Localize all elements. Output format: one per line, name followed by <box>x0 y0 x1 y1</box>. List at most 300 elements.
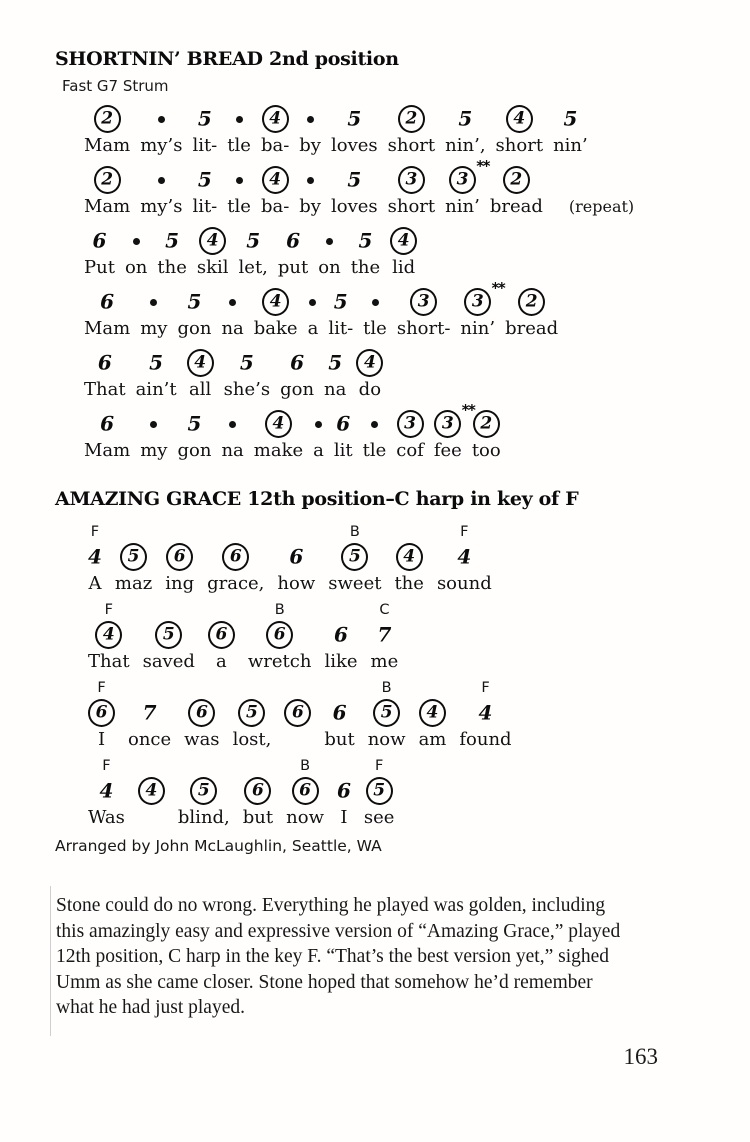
chord-label <box>430 679 435 698</box>
lyric-syllable: ain’t <box>135 379 177 400</box>
hole-number: 5 <box>187 411 202 436</box>
note <box>188 698 215 728</box>
tab-cell <box>277 523 315 595</box>
blow-note <box>98 351 112 375</box>
blow-note <box>458 107 472 131</box>
hole-number: 4 <box>269 108 282 129</box>
tab-cell <box>390 226 417 279</box>
note <box>333 698 347 728</box>
dot-icon <box>307 116 314 123</box>
blow-note <box>289 545 303 569</box>
note <box>94 165 121 195</box>
tab-line <box>84 401 750 462</box>
tab-line <box>84 104 750 157</box>
rest-dot <box>236 177 243 184</box>
draw-note-circled <box>518 288 545 316</box>
hole-number: 7 <box>377 622 392 647</box>
tab-cell <box>178 757 230 829</box>
chord-label: C <box>379 602 390 618</box>
chord-label: F <box>375 758 384 774</box>
lyric-syllable: lid <box>392 257 416 278</box>
hole-number: 5 <box>197 106 212 131</box>
note <box>292 776 319 806</box>
tab-cell <box>208 601 235 673</box>
song-amazing-grace <box>0 488 750 855</box>
hole-number: 5 <box>162 624 175 645</box>
paragraph-line: this amazingly easy and expressive version of “Amazing Grace,” played <box>56 920 621 942</box>
dot-icon <box>236 116 243 123</box>
lyric-syllable: my’s <box>140 135 183 156</box>
rest-dot <box>315 421 322 428</box>
repeat-annotation: (repeat) <box>568 197 635 216</box>
blow-note <box>246 229 260 253</box>
note-circle <box>95 621 122 649</box>
tab-cell <box>143 601 195 673</box>
chord-label <box>202 757 207 776</box>
note-circle <box>262 105 289 133</box>
tab-cell <box>140 287 167 340</box>
lyric-syllable: ba- <box>260 196 290 217</box>
lyric-syllable: That <box>84 379 126 400</box>
dot-icon <box>150 421 157 428</box>
tab-cell <box>445 157 489 218</box>
note-circle <box>262 166 289 194</box>
note-circle <box>266 621 293 649</box>
rest-dot <box>309 299 316 306</box>
note <box>289 542 303 572</box>
note-circle <box>238 699 265 727</box>
note-circle <box>434 410 461 438</box>
blow-note <box>93 229 107 253</box>
hole-number: 5 <box>458 106 473 131</box>
tab-cell <box>396 409 424 462</box>
note-circle <box>199 227 226 255</box>
note-circle <box>120 543 147 571</box>
chord-label <box>219 601 224 620</box>
tab-cell <box>299 104 321 157</box>
lyric-syllable: ing <box>165 573 195 594</box>
note <box>138 776 165 806</box>
hole-number: 6 <box>100 411 115 436</box>
tab-cell <box>286 757 324 829</box>
rest-dot <box>133 238 140 245</box>
lyric-syllable: put <box>277 257 309 278</box>
note <box>398 104 425 134</box>
lyric-syllable: gon <box>280 379 315 400</box>
rest-dot <box>150 421 157 428</box>
tab-line <box>84 279 750 340</box>
hole-number: 5 <box>197 780 210 801</box>
lyric-syllable: nin’ <box>460 318 496 339</box>
note-circle <box>366 777 393 805</box>
hole-number: 5 <box>347 167 362 192</box>
note <box>187 348 214 378</box>
draw-note-circled <box>396 543 423 571</box>
dot-icon <box>371 421 378 428</box>
draw-note-circled <box>265 410 292 438</box>
note <box>328 348 342 378</box>
note-circle <box>88 699 115 727</box>
note-circle <box>449 166 476 194</box>
tab-cell <box>419 679 447 751</box>
tab-line <box>84 348 750 401</box>
lyric-syllable: by <box>299 196 321 217</box>
tab-cell <box>351 226 380 279</box>
tab-cell <box>138 757 165 829</box>
draw-note-circled <box>138 777 165 805</box>
lyric-syllable: sound <box>436 573 492 594</box>
lyric-syllable: saved <box>142 651 195 672</box>
chord-label <box>166 601 171 620</box>
note <box>240 348 254 378</box>
note <box>358 226 372 256</box>
draw-note-circled <box>390 227 417 255</box>
lyric-syllable: too <box>471 440 501 461</box>
lyric-syllable: grace, <box>207 573 265 594</box>
lyric-syllable: a <box>313 440 324 461</box>
lyric-syllable: nin’ <box>445 196 480 217</box>
lyric-syllable: tle <box>363 318 387 339</box>
chord-label: F <box>460 524 469 540</box>
lyric-syllable: Mam <box>84 440 131 461</box>
lyric-syllable: lit <box>333 440 353 461</box>
note <box>284 698 311 728</box>
tab-line <box>84 157 750 218</box>
note <box>238 698 265 728</box>
hole-number: 4 <box>513 108 526 129</box>
hole-number: 3 <box>417 291 430 312</box>
tab-cell <box>239 226 268 279</box>
lyric-syllable: lit- <box>192 196 218 217</box>
lyric-syllable: lit- <box>328 318 354 339</box>
lyric-syllable: I <box>340 807 348 828</box>
draw-note-circled <box>94 166 121 194</box>
tab-cell <box>88 757 125 829</box>
note <box>262 165 289 195</box>
hole-number: 5 <box>380 702 393 723</box>
note <box>458 104 472 134</box>
hole-number: 5 <box>239 350 254 375</box>
tab-cell <box>363 409 387 462</box>
tab-cell <box>165 523 194 595</box>
hole-number: 4 <box>269 169 282 190</box>
hole-number: 4 <box>102 624 115 645</box>
tab-cell <box>496 104 544 157</box>
note <box>315 409 322 439</box>
note <box>158 165 165 195</box>
note <box>246 226 260 256</box>
hole-number: 6 <box>252 780 264 801</box>
note <box>229 287 236 317</box>
draw-note-circled <box>373 699 400 727</box>
blow-note <box>99 779 113 803</box>
hole-number: 5 <box>246 702 258 723</box>
hole-number: 6 <box>215 624 228 645</box>
blow-note <box>143 701 157 725</box>
note <box>150 409 157 439</box>
lyric-syllable: tle <box>227 135 251 156</box>
chord-label: F <box>104 602 113 618</box>
tab-line <box>84 226 750 279</box>
lyric-syllable: nin’, <box>445 135 486 156</box>
note-circle <box>190 777 217 805</box>
lyric-syllable: tle <box>362 440 387 461</box>
draw-note-circled <box>356 349 383 377</box>
hole-number: 2 <box>405 108 418 129</box>
tab-cell <box>84 165 130 218</box>
lyric-syllable: gon <box>177 440 212 461</box>
lyric-syllable: bread <box>489 196 543 217</box>
blow-note <box>334 623 348 647</box>
tab-cell <box>459 679 511 751</box>
lyric-syllable: sweet <box>328 573 382 594</box>
draw-note-circled <box>292 777 319 805</box>
hole-number: 5 <box>187 289 202 314</box>
lyric-syllable: na <box>324 379 347 400</box>
lyric-syllable: maz <box>114 573 153 594</box>
note <box>236 104 243 134</box>
arranger-credit: Arranged by John McLaughlin, Seattle, WA <box>55 837 382 855</box>
note-circle <box>397 410 424 438</box>
hole-number: 4 <box>194 352 207 373</box>
lyric-syllable: Mam <box>84 196 131 217</box>
draw-note-circled <box>238 699 265 727</box>
tab-cell <box>192 165 217 218</box>
hole-number: 2 <box>510 169 523 190</box>
hole-number: 4 <box>88 544 102 569</box>
tab-cell <box>460 279 505 340</box>
rest-dot <box>371 421 378 428</box>
tab-cell <box>318 226 340 279</box>
note <box>366 776 393 806</box>
note-circle <box>506 105 533 133</box>
chord-label <box>294 523 299 542</box>
draw-note-circled <box>464 279 505 316</box>
hole-number: 3 <box>456 169 469 190</box>
blow-note <box>149 351 163 375</box>
note <box>457 542 471 572</box>
hole-number: 6 <box>332 700 347 725</box>
note <box>229 409 236 439</box>
note <box>244 776 271 806</box>
chord-label <box>131 523 136 542</box>
tab-cell <box>308 287 319 340</box>
hole-number: 3 <box>404 413 416 434</box>
song-title-shortnin-bread: SHORTNIN’ BREAD 2nd position <box>55 48 399 70</box>
draw-note-circled <box>366 777 393 805</box>
lyric-syllable: on <box>124 257 148 278</box>
note-circle <box>356 349 383 377</box>
tab-cell <box>115 523 152 595</box>
blow-note <box>377 623 391 647</box>
lyric-syllable: but <box>324 729 355 750</box>
tab-cell <box>331 165 378 218</box>
draw-note-circled <box>410 288 437 316</box>
note <box>503 165 530 195</box>
hole-number: 6 <box>273 624 286 645</box>
hole-number: 5 <box>197 167 212 192</box>
tab-cell <box>224 348 270 401</box>
tab-cell <box>363 287 387 340</box>
tab-cell <box>88 523 102 595</box>
lyric-syllable: all <box>189 379 212 400</box>
draw-note-circled <box>166 543 193 571</box>
tab-cell <box>128 679 171 751</box>
note <box>479 698 493 728</box>
draw-note-circled <box>434 401 475 438</box>
hole-number: 6 <box>299 780 311 801</box>
tab-line <box>88 679 750 751</box>
hole-number: 4 <box>457 544 472 569</box>
note <box>262 287 289 317</box>
hole-number: 6 <box>336 411 351 436</box>
note-circle <box>396 543 423 571</box>
lyric-syllable: That <box>88 651 130 672</box>
lyric-syllable: short <box>387 135 436 156</box>
bend-marks: ** <box>461 401 475 419</box>
note <box>334 620 348 650</box>
dot-icon <box>315 421 322 428</box>
blow-note <box>328 351 342 375</box>
draw-note-circled <box>190 777 217 805</box>
tab-cell <box>88 679 115 751</box>
tab-cell <box>136 348 177 401</box>
lyric-syllable: loves <box>330 135 378 156</box>
lyric-syllable: fee <box>433 440 462 461</box>
note-circle <box>222 543 249 571</box>
tab-cell <box>445 104 485 157</box>
note <box>464 279 505 317</box>
tab-cell <box>243 757 273 829</box>
lyric-syllable: Put <box>84 257 115 278</box>
draw-note-circled <box>419 699 446 727</box>
chord-label: B <box>274 602 285 618</box>
lyric-syllable: a <box>307 318 319 339</box>
hole-number: 4 <box>397 230 410 251</box>
hole-number: 4 <box>269 291 282 312</box>
note <box>143 698 157 728</box>
note <box>309 287 316 317</box>
draw-note-circled <box>449 157 489 194</box>
chord-label <box>407 523 412 542</box>
tab-cell <box>177 287 211 340</box>
lyric-syllable: bake <box>253 318 298 339</box>
note <box>150 287 157 317</box>
lyric-syllable: now <box>367 729 406 750</box>
chord-label <box>337 679 342 698</box>
draw-note-circled <box>120 543 147 571</box>
lyric-syllable: bread <box>505 318 559 339</box>
note-circle <box>398 105 425 133</box>
chord-label: F <box>481 680 490 696</box>
blow-note <box>333 701 347 725</box>
hole-number: 6 <box>229 546 242 567</box>
tab-cell <box>233 679 272 751</box>
lyric-syllable: cof <box>396 440 424 461</box>
tab-cell <box>324 348 346 401</box>
note <box>377 620 391 650</box>
note <box>390 226 417 256</box>
chord-label: F <box>90 524 100 540</box>
blow-note <box>188 412 202 436</box>
tab-cell <box>227 165 251 218</box>
chord-label: F <box>97 680 106 696</box>
tab-cell <box>397 287 451 340</box>
note <box>347 104 361 134</box>
chord-label: F <box>102 758 111 774</box>
blow-note <box>358 229 372 253</box>
lyric-syllable <box>149 806 155 829</box>
blow-note <box>100 290 114 314</box>
draw-note-circled <box>397 410 424 438</box>
scan-edge-line <box>50 886 51 1036</box>
lyric-syllable: the <box>157 257 187 278</box>
chord-label <box>177 523 182 542</box>
lyric-syllable: Mam <box>84 135 131 156</box>
note <box>198 165 212 195</box>
story-paragraph <box>56 893 681 1021</box>
tab-line <box>88 523 750 595</box>
lyric-syllable: she’s <box>223 379 271 400</box>
note <box>434 401 475 439</box>
hole-number: 4 <box>206 230 219 251</box>
hole-number: 5 <box>149 350 164 375</box>
draw-note-circled <box>94 105 121 133</box>
hole-number: 5 <box>373 780 386 801</box>
note <box>188 287 202 317</box>
chord-label <box>296 679 301 698</box>
note-circle <box>292 777 319 805</box>
note <box>99 776 113 806</box>
tab-cell <box>299 165 321 218</box>
blow-note <box>563 107 577 131</box>
note-circle <box>188 699 215 727</box>
tab-cell <box>192 104 217 157</box>
note-circle <box>390 227 417 255</box>
dot-icon <box>307 177 314 184</box>
note-circle <box>166 543 193 571</box>
tab-cell <box>88 601 130 673</box>
note <box>198 104 212 134</box>
draw-note-circled <box>266 621 293 649</box>
paragraph-line: what he had just played. <box>56 997 245 1019</box>
tab-cell <box>472 409 501 462</box>
draw-note-circled <box>155 621 182 649</box>
rest-dot <box>307 116 314 123</box>
note-circle <box>94 105 121 133</box>
lyric-syllable: but <box>242 807 274 828</box>
note-circle <box>155 621 182 649</box>
tab-cell <box>324 601 357 673</box>
hole-number: 3 <box>405 169 418 190</box>
blow-note <box>188 290 202 314</box>
lyric-syllable: now <box>286 807 324 828</box>
rest-dot <box>307 177 314 184</box>
lyric-syllable: tle <box>227 196 251 217</box>
chord-label <box>149 757 154 776</box>
page-number: 163 <box>623 1044 658 1069</box>
blow-note <box>240 351 254 375</box>
draw-note-circled <box>398 105 425 133</box>
tab-cell <box>184 679 219 751</box>
note-circle <box>138 777 165 805</box>
bend-marks: ** <box>491 279 505 297</box>
blow-note <box>88 545 102 569</box>
hole-number: 3 <box>471 291 484 312</box>
tab-cell <box>187 348 214 401</box>
tab-cell <box>125 226 147 279</box>
hole-number: 6 <box>97 350 112 375</box>
